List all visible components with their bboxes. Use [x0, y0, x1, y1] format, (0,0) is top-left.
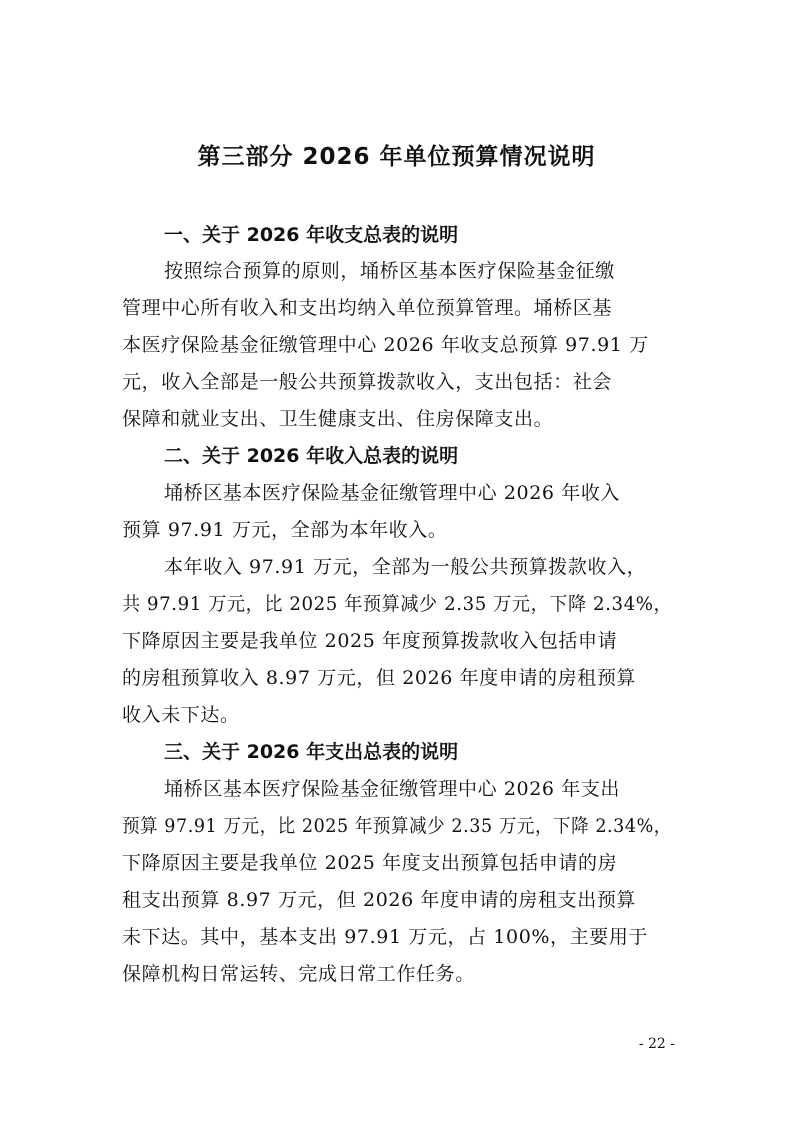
paragraph-line: 的房租预算收入 8.97 万元，但 2026 年度申请的房租预算	[122, 667, 637, 689]
section-heading-1: 一、关于 2026 年收支总表的说明	[164, 224, 459, 246]
section-heading-3: 三、关于 2026 年支出总表的说明	[164, 741, 459, 763]
paragraph-line: 收入未下达。	[122, 704, 240, 726]
paragraph-line: 本年收入 97.91 万元，全部为一般公共预算拨款收入，	[164, 556, 647, 578]
paragraph-line: 埇桥区基本医疗保险基金征缴管理中心 2026 年收入	[164, 482, 621, 504]
page-title: 第三部分 2026 年单位预算情况说明	[197, 144, 596, 170]
paragraph-line: 下降原因主要是我单位 2025 年度预算拨款收入包括申请	[122, 630, 618, 652]
paragraph-line: 预算 97.91 万元，比 2025 年预算减少 2.35 万元，下降 2.34%，	[122, 815, 672, 837]
paragraph-line: 元，收入全部是一般公共预算拨款收入，支出包括：社会	[122, 371, 613, 393]
paragraph-line: 下降原因主要是我单位 2025 年度支出预算包括申请的房	[122, 852, 618, 874]
paragraph-line: 管理中心所有收入和支出均纳入单位预算管理。埇桥区基	[122, 297, 613, 319]
paragraph-line: 本医疗保险基金征缴管理中心 2026 年收支总预算 97.91 万	[122, 334, 649, 356]
paragraph-line: 保障机构日常运转、完成日常工作任务。	[122, 963, 475, 985]
paragraph-line: 共 97.91 万元，比 2025 年预算减少 2.35 万元，下降 2.34%，	[122, 593, 673, 615]
paragraph-line: 租支出预算 8.97 万元，但 2026 年度申请的房租支出预算	[122, 889, 637, 911]
paragraph-line: 埇桥区基本医疗保险基金征缴管理中心 2026 年支出	[164, 778, 621, 800]
paragraph-line: 保障和就业支出、卫生健康支出、住房保障支出。	[122, 408, 554, 430]
section-heading-2: 二、关于 2026 年收入总表的说明	[164, 445, 459, 467]
paragraph-line: 预算 97.91 万元，全部为本年收入。	[122, 519, 448, 541]
paragraph-line: 按照综合预算的原则，埇桥区基本医疗保险基金征缴	[164, 260, 615, 282]
paragraph-line: 未下达。其中，基本支出 97.91 万元，占 100%，主要用于	[122, 926, 649, 948]
page-number: - 22 -	[638, 1036, 675, 1052]
